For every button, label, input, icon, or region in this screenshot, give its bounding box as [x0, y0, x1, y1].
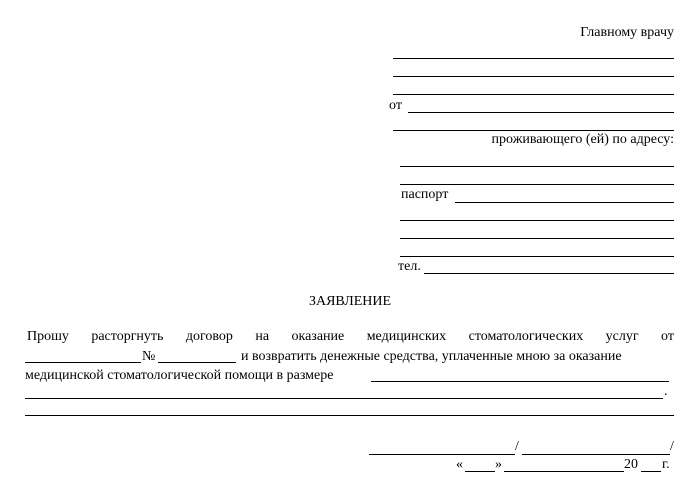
signature-line[interactable] [369, 454, 515, 455]
date-month-line[interactable] [504, 471, 624, 472]
phone-line[interactable] [424, 273, 674, 274]
chief-doctor-name-line-2[interactable] [393, 76, 674, 77]
address-line-1[interactable] [400, 166, 674, 167]
line-end-period: . [664, 384, 668, 399]
residing-label: проживающего (ей) по адресу: [491, 132, 674, 147]
request-word: стоматологических [468, 329, 584, 344]
passport-label: паспорт [401, 187, 449, 202]
date-day-line[interactable] [465, 471, 495, 472]
date-close-quote: » [495, 457, 502, 472]
addressee-title: Главному врачу [580, 25, 674, 40]
from-label: от [389, 98, 402, 113]
request-word: от [661, 329, 674, 344]
extra-line[interactable] [25, 415, 674, 416]
contract-number-line[interactable] [158, 362, 236, 363]
date-year-line[interactable] [641, 471, 661, 472]
date-year-prefix: 20 [624, 457, 638, 472]
number-sign: № [142, 349, 156, 364]
date-year-suffix: г. [662, 457, 670, 472]
request-word: на [255, 329, 270, 344]
chief-doctor-name-line-1[interactable] [393, 58, 674, 59]
request-line-2-text: и возвратить денежные средства, уплаченные мною за оказание [241, 349, 622, 364]
applicant-name-line-1[interactable] [408, 112, 674, 113]
request-word: расторгнуть [91, 329, 164, 344]
chief-doctor-name-line-3[interactable] [393, 94, 674, 95]
contract-date-line[interactable] [25, 362, 141, 363]
passport-line-1[interactable] [455, 202, 674, 203]
request-word: оказание [291, 329, 345, 344]
amount-words-line[interactable] [25, 398, 663, 399]
request-word: медицинских [366, 329, 447, 344]
request-line-3-text: медицинской стоматологической помощи в размере [25, 368, 334, 383]
request-word: услуг [605, 329, 639, 344]
date-open-quote: « [456, 457, 463, 472]
request-line-1 [27, 329, 674, 345]
phone-label: тел. [398, 259, 421, 274]
passport-line-3[interactable] [400, 238, 674, 239]
amount-line[interactable] [371, 381, 669, 382]
address-line-2[interactable] [400, 184, 674, 185]
signature-separator-end: / [670, 439, 674, 454]
applicant-name-line-2[interactable] [393, 130, 674, 131]
document-title: ЗАЯВЛЕНИЕ [308, 294, 392, 309]
request-word: договор [185, 329, 233, 344]
passport-line-2[interactable] [400, 220, 674, 221]
passport-line-4[interactable] [400, 256, 674, 257]
request-word: Прошу [27, 329, 69, 344]
signature-separator: / [515, 439, 519, 454]
signature-name-line[interactable] [522, 454, 670, 455]
